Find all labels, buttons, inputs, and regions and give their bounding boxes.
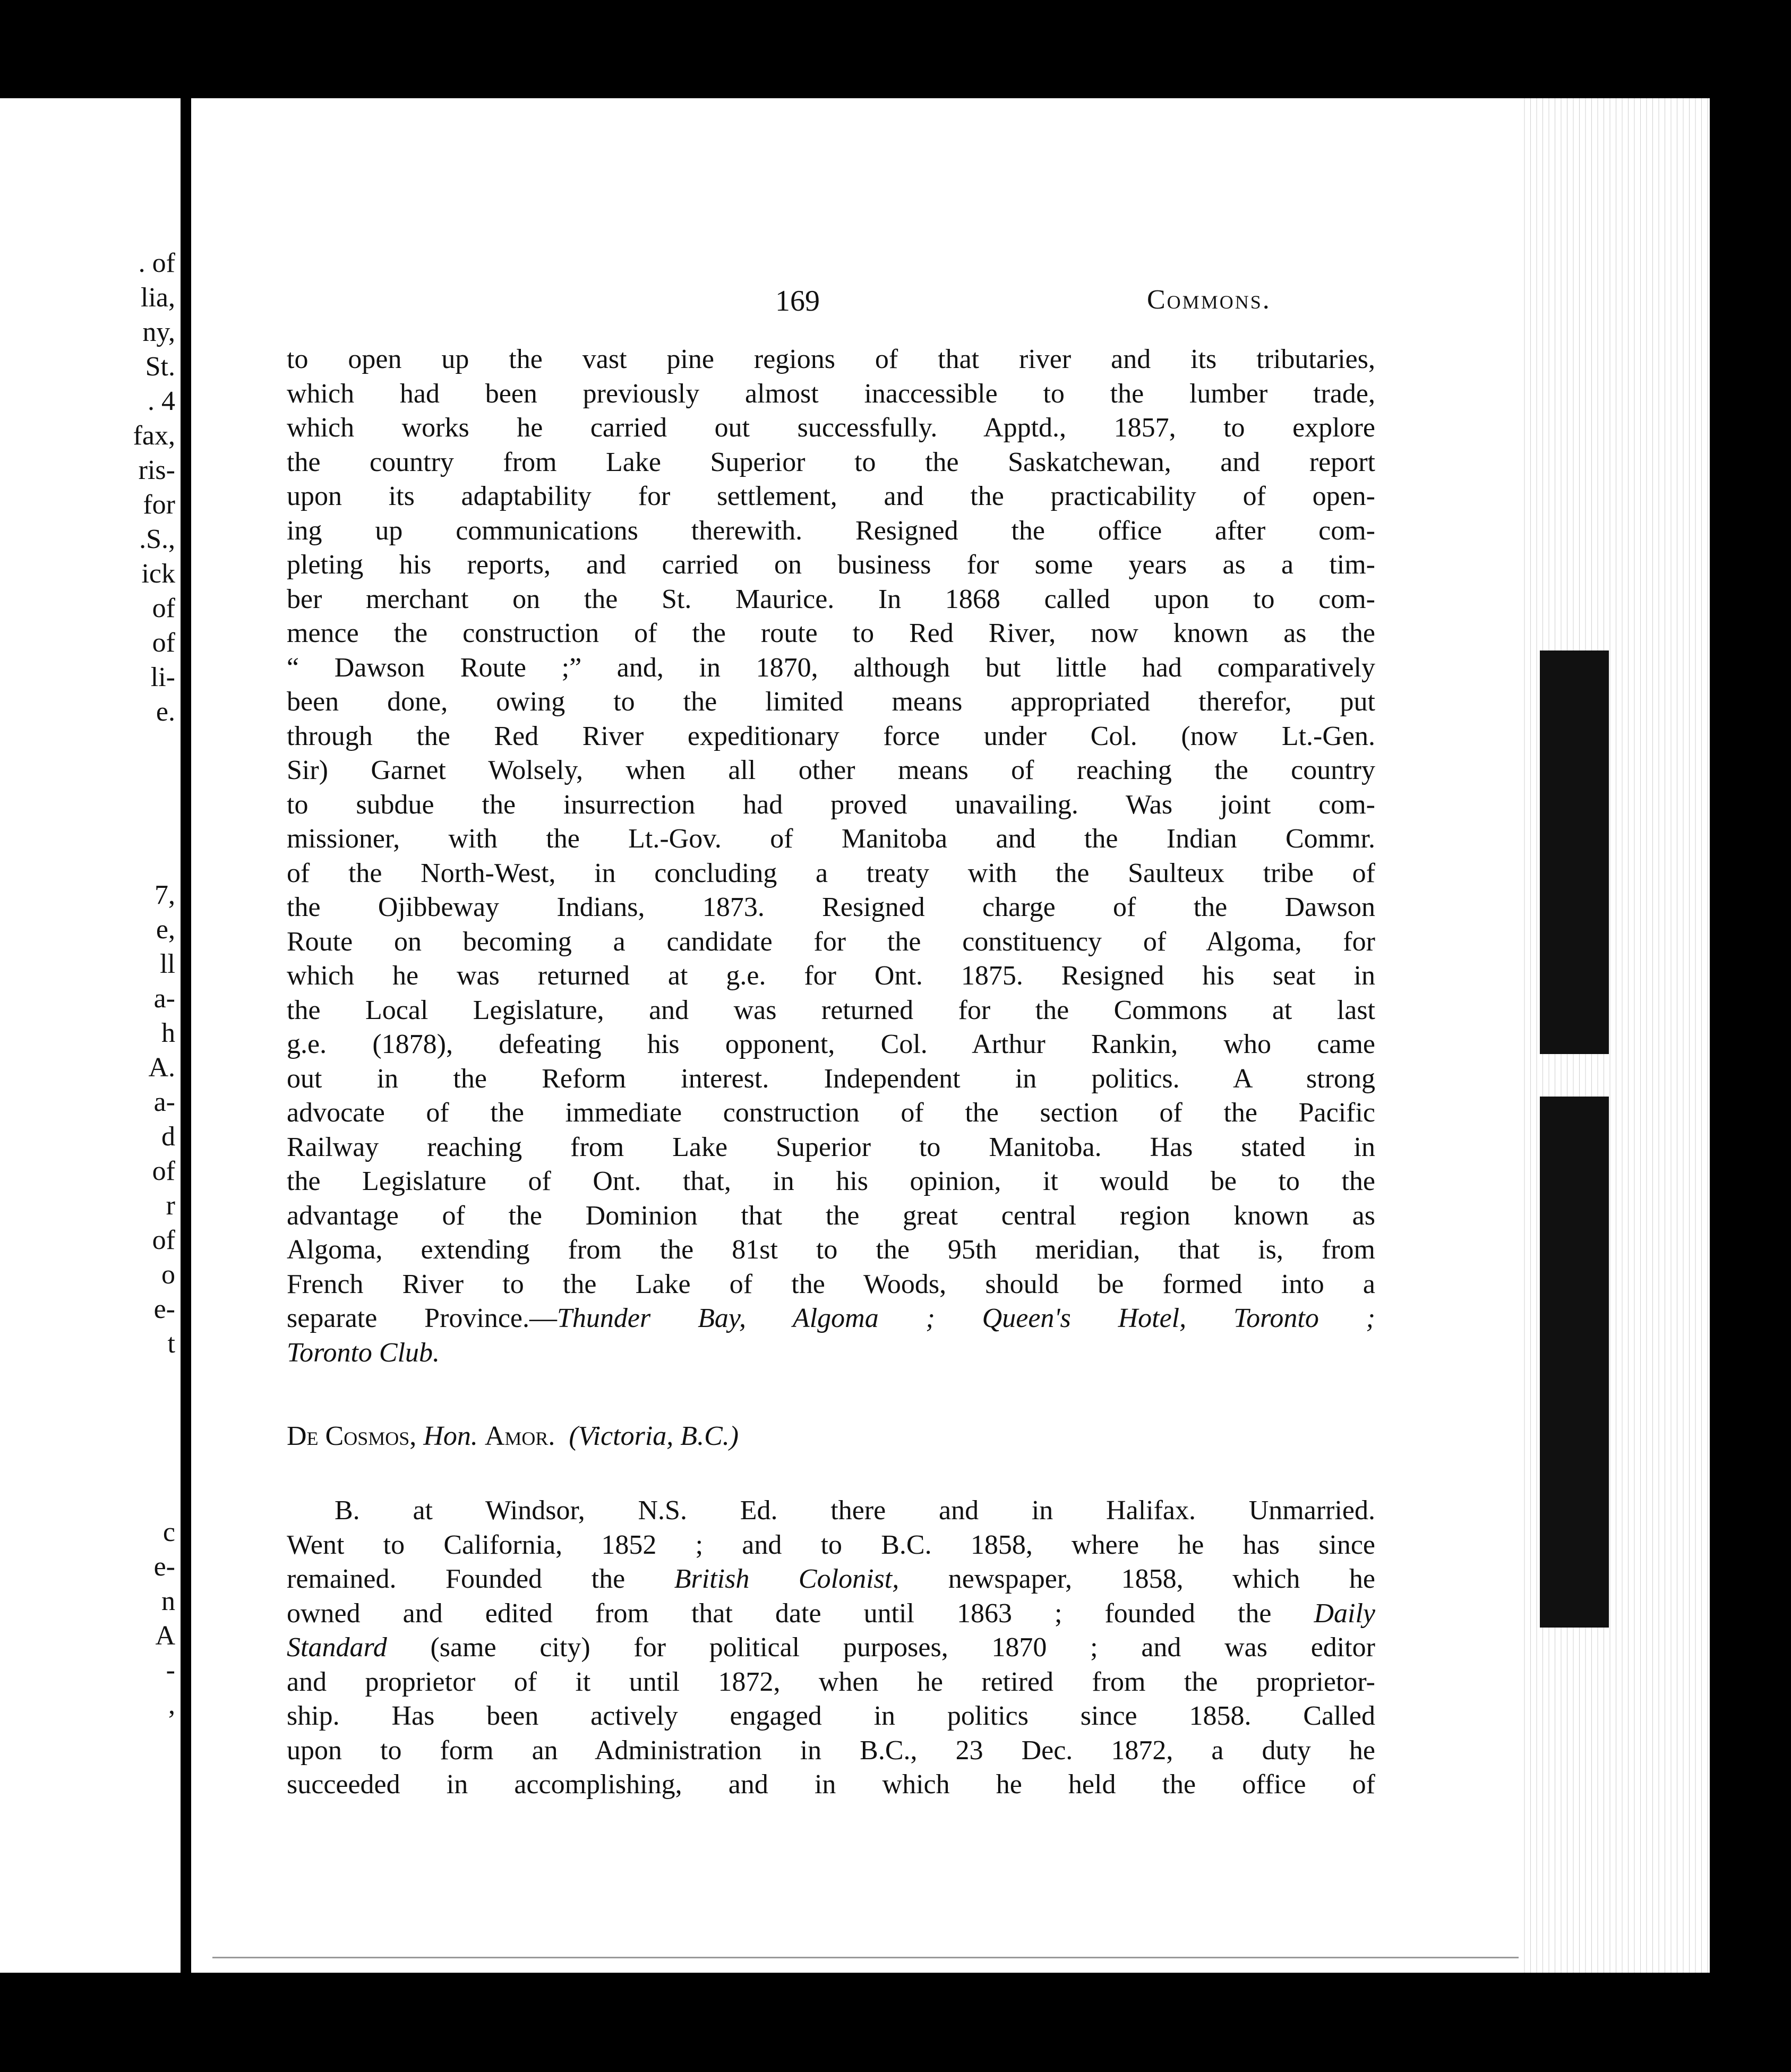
- entry1-line: Algoma, extending from the 81st to the 95th meridian, that is, from: [287, 1235, 1375, 1265]
- left-margin-fragment: h: [161, 1018, 175, 1048]
- left-margin-fragment: -: [166, 1655, 175, 1685]
- entry2-line-3: remained. Founded the British Colonist, newspaper, 1858, which he: [287, 1564, 1375, 1594]
- entry2-surname: De Cosmos,: [287, 1421, 417, 1451]
- entry2-line-4: owned and edited from that date until 1863 ; founded the Daily: [287, 1598, 1375, 1629]
- left-margin-fragment: n: [161, 1586, 175, 1616]
- entry1-line: to subdue the insurrection had proved unavailing. Was joint com-: [287, 789, 1375, 820]
- left-margin-fragment: o: [161, 1260, 175, 1290]
- entry1-line: to open up the vast pine regions of that river and its tributaries,: [287, 344, 1375, 374]
- left-margin-fragment: e-: [153, 1552, 175, 1582]
- entry2-title: Hon.: [423, 1421, 478, 1451]
- entry1-line: which had been previously almost inaccessible to the lumber trade,: [287, 378, 1375, 409]
- entry1-line: the Local Legislature, and was returned for the Commons at last: [287, 995, 1375, 1025]
- entry1-closing-line: Toronto Club.: [287, 1337, 440, 1368]
- entry2-line-5: Standard (same city) for political purposes, 1870 ; and was editor: [287, 1632, 1375, 1663]
- left-margin-fragment: for: [143, 490, 175, 520]
- left-margin-fragment: A: [155, 1621, 175, 1651]
- entry1-line: which he was returned at g.e. for Ont. 1875. Resigned his seat in: [287, 961, 1375, 991]
- entry1-line: through the Red River expeditionary force under Col. (now Lt.-Gen.: [287, 721, 1375, 751]
- left-margin-fragment: . 4: [148, 386, 175, 416]
- left-margin-fragment: of: [152, 593, 175, 623]
- entry2-rest-lines: [287, 1665, 1375, 1802]
- left-margin-fragment: ris-: [138, 455, 175, 485]
- entry1-line: the country from Lake Superior to the Saskatchewan, and report: [287, 447, 1375, 477]
- left-margin-fragment: ,: [168, 1690, 175, 1720]
- entry1-line: out in the Reform interest. Independent in politics. A strong: [287, 1063, 1375, 1094]
- left-margin-fragment: lia,: [141, 282, 175, 313]
- edge-stamp-band: [1540, 650, 1609, 1054]
- entry1-line: French River to the Lake of the Woods, should be formed into a: [287, 1269, 1375, 1299]
- left-margin-fragment: t: [167, 1329, 175, 1359]
- entry1-line: the Ojibbeway Indians, 1873. Resigned charge of the Dawson: [287, 892, 1375, 922]
- left-margin-fragment: fax,: [133, 421, 175, 451]
- entry1-line: missioner, with the Lt.-Gov. of Manitoba and the Indian Commr.: [287, 824, 1375, 854]
- left-facing-page: [0, 98, 181, 1973]
- left-margin-fragment: A.: [148, 1052, 175, 1083]
- left-margin-fragment: e,: [156, 914, 175, 945]
- entry2-line: upon to form an Administration in B.C., 23 Dec. 1872, a duty he: [287, 1735, 1375, 1766]
- left-margin-fragment: of: [152, 1225, 175, 1255]
- left-margin-fragment: ll: [160, 949, 175, 979]
- left-margin-fragment: 7,: [155, 880, 175, 910]
- entry2-heading: [287, 1420, 739, 1452]
- entry1-line: g.e. (1878), defeating his opponent, Col. Arthur Rankin, who came: [287, 1029, 1375, 1059]
- entry2-line: succeeded in accomplishing, and in which he held the office of: [287, 1769, 1375, 1800]
- entry1-line: Railway reaching from Lake Superior to Manitoba. Has stated in: [287, 1132, 1375, 1162]
- entry1-line: ber merchant on the St. Maurice. In 1868 called upon to com-: [287, 584, 1375, 614]
- left-margin-fragment: ick: [141, 559, 175, 589]
- page-number: 169: [775, 285, 820, 318]
- entry1-lines: [287, 343, 1375, 1302]
- entry2-line: ship. Has been actively engaged in politics since 1858. Called: [287, 1701, 1375, 1731]
- left-margin-fragment: e-: [153, 1294, 175, 1324]
- left-margin-fragment: d: [161, 1121, 175, 1152]
- running-head: Commons.: [1147, 285, 1271, 315]
- entry1-line: upon its adaptability for settlement, and the practicability of open-: [287, 481, 1375, 511]
- left-margin-fragment: ny,: [142, 317, 175, 347]
- entry1-line: Sir) Garnet Wolsely, when all other means of reaching the country: [287, 755, 1375, 785]
- entry1-final-line: separate Province.—Thunder Bay, Algoma ; Queen's Hotel, Toronto ;: [287, 1303, 1375, 1333]
- entry1-line: of the North-West, in concluding a treaty with the Saulteux tribe of: [287, 858, 1375, 888]
- entry1-line: been done, owing to the limited means appropriated therefor, put: [287, 687, 1375, 717]
- left-margin-fragment: e.: [156, 697, 175, 727]
- entry1-line: ing up communications therewith. Resigned the office after com-: [287, 515, 1375, 546]
- entry1-line: Route on becoming a candidate for the constituency of Algoma, for: [287, 926, 1375, 957]
- entry1-line: mence the construction of the route to Red River, now known as the: [287, 618, 1375, 648]
- left-margin-fragment: of: [152, 1156, 175, 1186]
- entry1-line: “ Dawson Route ;” and, in 1870, although but little had comparatively: [287, 652, 1375, 683]
- left-margin-fragment: li-: [150, 662, 175, 692]
- page-edge-stack: [1519, 98, 1710, 1973]
- left-margin-fragment: a-: [153, 983, 175, 1014]
- left-margin-fragment: . of: [138, 248, 175, 278]
- entry1-line: advocate of the immediate construction of the section of the Pacific: [287, 1098, 1375, 1128]
- left-margin-fragment: of: [152, 628, 175, 658]
- left-margin-fragment: St.: [145, 352, 175, 382]
- entry1-line: pleting his reports, and carried on business for some years as a tim-: [287, 550, 1375, 580]
- left-margin-fragment: r: [166, 1191, 175, 1221]
- entry-dawson-continued: [287, 343, 1375, 1370]
- page-bottom-edge: [212, 1957, 1572, 1958]
- entry2-location: (Victoria, B.C.): [569, 1421, 739, 1451]
- entry2-line-2: Went to California, 1852 ; and to B.C. 1858, where he has since: [287, 1529, 1375, 1560]
- entry2-line-1: B. at Windsor, N.S. Ed. there and in Halifax. Unmarried.: [335, 1495, 1375, 1526]
- entry1-line: advantage of the Dominion that the great central region known as: [287, 1200, 1375, 1231]
- left-margin-fragment: a-: [153, 1087, 175, 1117]
- edge-stamp-band: [1540, 1097, 1609, 1628]
- page-header: [191, 284, 1593, 327]
- book-page: [191, 98, 1593, 1973]
- entry2-line: and proprietor of it until 1872, when he retired from the proprietor-: [287, 1666, 1375, 1697]
- entry-de-cosmos-body: [287, 1494, 1375, 1802]
- entry1-line: which works he carried out successfully. Apptd., 1857, to explore: [287, 413, 1375, 443]
- entry2-forename: Amor.: [484, 1421, 555, 1451]
- left-margin-fragment: .S.,: [139, 524, 175, 554]
- entry1-line: the Legislature of Ont. that, in his opinion, it would be to the: [287, 1166, 1375, 1196]
- left-margin-fragment: c: [162, 1517, 175, 1547]
